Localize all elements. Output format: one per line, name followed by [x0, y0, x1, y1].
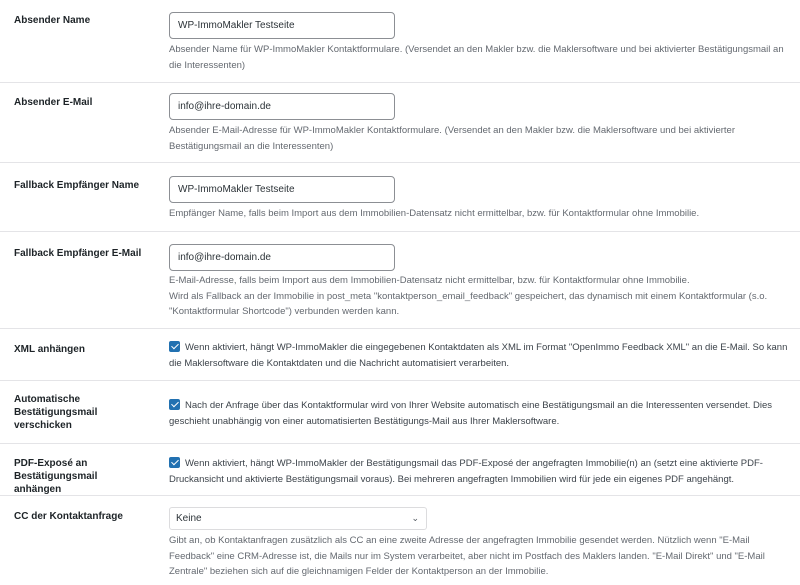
fallback-email-input[interactable]: info@ihre-domain.de [169, 244, 395, 271]
row-fallback-email [0, 232, 800, 329]
cc-select[interactable] [169, 507, 427, 530]
sender-name-field [169, 12, 789, 73]
auto-confirm-checkbox[interactable] [169, 399, 180, 410]
fallback-name-label: Fallback Empfänger Name [14, 180, 140, 191]
pdf-expose-checkbox[interactable] [169, 457, 180, 468]
row-auto-confirm [0, 381, 800, 444]
cc-select-value: Keine [176, 513, 202, 524]
sender-email-field [169, 93, 789, 154]
sender-email-description: Absender E-Mail-Adresse für WP-ImmoMakler Kontaktformulare. (Versendet an den Makler bzw. die Maklersoftware und bei aktivierter Bestätigungsmail an die Interessenten) [169, 125, 736, 152]
pdf-expose-text: Wenn aktiviert, hängt WP-ImmoMakler der Bestätigungsmail das PDF-Exposé der angefragten Immobilie(n) an (setzt eine aktivierte PDF-Druckansicht und aktivierte Bestätigungsmail voraus). Bei mehreren angefragten Immobilien wird für jede ein eigenes PDF angehängt. [169, 458, 763, 485]
row-cc [0, 496, 800, 585]
sender-name-description: Absender Name für WP-ImmoMakler Kontaktformulare. (Versendet an den Makler bzw. die Maklersoftware und bei aktivierter Bestätigungsmail an die Interessenten) [169, 44, 784, 71]
fallback-email-field [169, 244, 789, 320]
row-fallback-name [0, 163, 800, 232]
pdf-expose-field [169, 456, 789, 487]
row-pdf-expose [0, 444, 800, 496]
fallback-name-description: Empfänger Name, falls beim Import aus dem Immobilien-Datensatz nicht ermittelbar, bzw. für Kontaktformular ohne Immobilie. [169, 208, 700, 219]
cc-label: CC der Kontaktanfrage [14, 511, 123, 522]
fallback-email-label: Fallback Empfänger E-Mail [14, 248, 142, 259]
chevron-down-icon: ⌄ [411, 513, 419, 523]
auto-confirm-field [169, 398, 789, 429]
row-sender-email [0, 83, 800, 163]
fallback-name-field [169, 176, 789, 222]
sender-email-label: Absender E-Mail [14, 97, 93, 108]
fallback-email-note: Wird als Fallback an der Immobilie in post_meta "kontaktperson_email_feedback" gespeichert, das dynamisch mit einem Kontaktformular (s.o. "Kontaktformular Shortcode") verbunden werden kann. [169, 290, 768, 317]
auto-confirm-text: Nach der Anfrage über das Kontaktformular wird von Ihrer Website automatisch eine Bestätigungsmail an die Interessenten versendet. Dies geschieht unabhängig von einer automatisierten Bestätigungs-Mail aus Ihrer Maklersoftware. [169, 400, 773, 427]
fallback-name-input[interactable]: WP-ImmoMakler Testseite [169, 176, 395, 203]
cc-field [169, 507, 789, 580]
sender-name-label: Absender Name [14, 15, 91, 26]
xml-attach-label: XML anhängen [14, 344, 85, 355]
auto-confirm-label: Automatische Bestätigungsmail verschicken [14, 394, 98, 431]
sender-name-input[interactable]: WP-ImmoMakler Testseite [169, 12, 395, 39]
fallback-email-description: E-Mail-Adresse, falls beim Import aus dem Immobilien-Datensatz nicht ermittelbar, bzw. für Kontaktformular ohne Immobilie. [169, 275, 690, 286]
pdf-expose-label: PDF-Exposé an Bestätigungsmail anhängen [14, 458, 98, 495]
xml-attach-checkbox[interactable] [169, 341, 180, 352]
row-sender-name [0, 0, 800, 83]
row-xml-attach [0, 329, 800, 381]
xml-attach-field [169, 340, 789, 371]
xml-attach-text: Wenn aktiviert, hängt WP-ImmoMakler die eingegebenen Kontaktdaten als XML im Format "OpenImmo Feedback XML" an die E-Mail. So kann die Maklersoftware die Kontaktdaten und die Nachricht automatisiert verarbeiten. [169, 342, 788, 369]
cc-description: Gibt an, ob Kontaktanfragen zusätzlich als CC an eine zweite Adresse der angefragten Immobilie gesendet werden. Nützlich wenn "E-Mail Feedback" eine CRM-Adresse ist, die Mails nur im System verarbeitet, aber nicht im Postfach des Maklers landen. "E-Mail Direkt" und "E-Mail Zentrale" beziehen sich auf die gleichnamigen Felder der Kontaktperson an der Immobilie. [169, 535, 765, 577]
sender-email-input[interactable]: info@ihre-domain.de [169, 93, 395, 120]
